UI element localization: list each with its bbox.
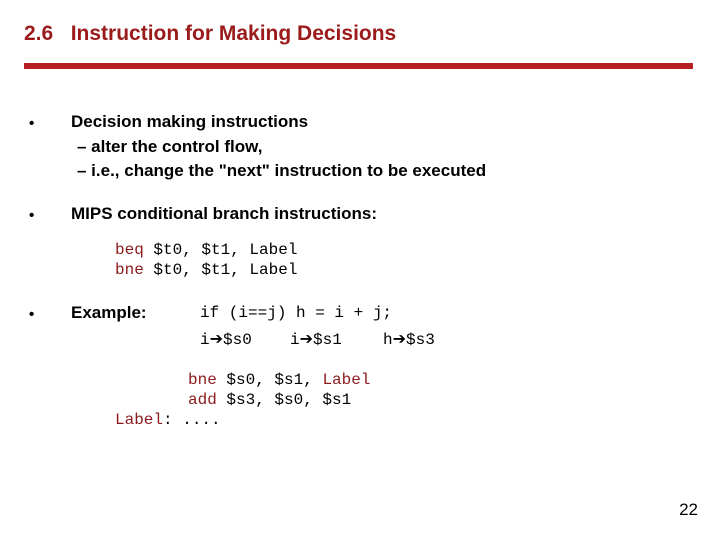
register-name: $s0 xyxy=(223,331,252,349)
code-example-if: if (i==j) h = i + j; xyxy=(200,304,393,322)
register-mapping-3 xyxy=(383,329,435,349)
code-label: Label xyxy=(115,411,164,429)
sub-alter-control-flow: – alter the control flow, xyxy=(77,137,263,156)
bullet-example: Example: xyxy=(71,303,147,322)
right-arrow-icon: ➔ xyxy=(209,329,224,348)
sub-change-next-instruction: – i.e., change the "next" instruction to be executed xyxy=(77,161,487,180)
code-label: Label xyxy=(322,371,371,389)
register-mapping-2 xyxy=(290,329,342,349)
bullet-dot: • xyxy=(29,207,35,224)
code-label-line xyxy=(115,411,221,429)
code-add-line xyxy=(188,391,351,409)
bullet-dot: • xyxy=(29,115,35,132)
code-op: bne xyxy=(115,261,144,279)
code-args: $t0, $t1, Label xyxy=(143,241,298,259)
code-op: beq xyxy=(115,241,144,259)
register-name: $s1 xyxy=(313,331,342,349)
var-name: i xyxy=(290,331,300,349)
code-bne-line xyxy=(115,261,297,279)
code-beq-line xyxy=(115,241,297,259)
right-arrow-icon: ➔ xyxy=(392,329,407,348)
code-bne-s0-s1 xyxy=(188,371,370,389)
page-number: 22 xyxy=(679,500,698,519)
code-op: add xyxy=(188,391,217,409)
bullet-mips-branch: MIPS conditional branch instructions: xyxy=(71,204,378,223)
code-args: $s0, $s1, xyxy=(216,371,323,389)
right-arrow-icon: ➔ xyxy=(299,329,314,348)
var-name: i xyxy=(200,331,210,349)
bullet-decision-making: Decision making instructions xyxy=(71,112,309,131)
code-args: $s3, $s0, $s1 xyxy=(216,391,352,409)
code-rest: : .... xyxy=(163,411,221,429)
bullet-dot: • xyxy=(29,306,35,323)
slide-title: 2.6 Instruction for Making Decisions xyxy=(24,22,397,45)
register-mapping-1 xyxy=(200,329,252,349)
code-op: bne xyxy=(188,371,217,389)
register-name: $s3 xyxy=(406,331,435,349)
code-args: $t0, $t1, Label xyxy=(143,261,298,279)
var-name: h xyxy=(383,331,393,349)
title-underline xyxy=(24,63,693,69)
